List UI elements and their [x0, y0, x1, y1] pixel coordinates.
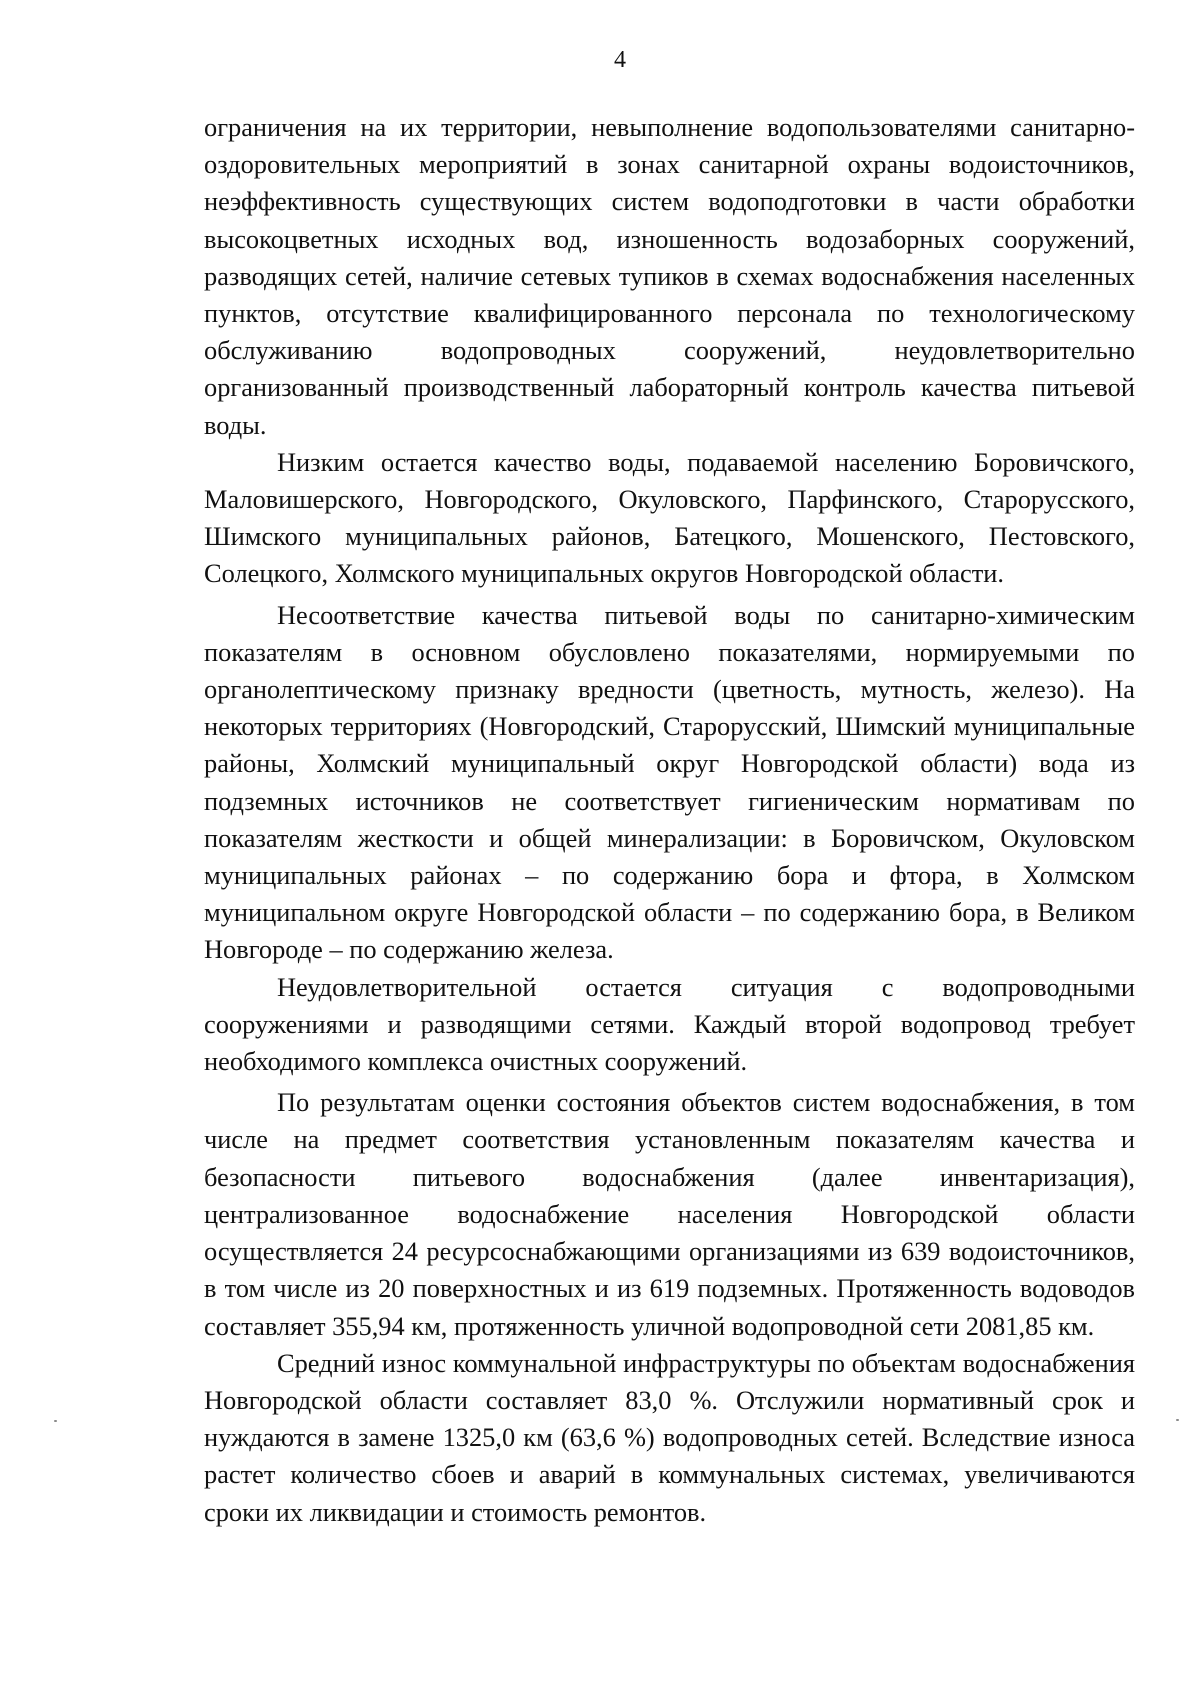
paragraph-inventory-results: По результатам оценки состояния объектов систем водоснабжения, в том числе на предмет соответствия установленным показателям качества и безопасности питьевого водоснабжения (далее инвентаризация), централизованное водоснабжение населения Новгородской области осуществляется 24 ресурсоснабжающими организациями из 639 водоисточников, в том числе из 20 поверхностных и из 619 подземных. Протяженность водоводов составляет 355,94 км, протяженность уличной водопроводной сети 2081,85 км. [204, 1087, 1135, 1341]
page-number: 4 [614, 47, 626, 73]
paragraph-water-facilities: Неудовлетворительной остается ситуация с водопроводными сооружениями и разводящими сетями. Каждый второй водопровод требует необходимого комплекса очистных сооружений. [204, 971, 1135, 1077]
paragraph-water-quality-districts: Низким остается качество воды, подаваемой населению Боровичского, Маловишерского, Новгородского, Окуловского, Парфинского, Старорусского, Шимского муниципальных районов, Батецкого, Мошенского, Пестовского, Солецкого, Холмского муниципальных округов Новгородской области. [204, 446, 1135, 589]
document-body [204, 109, 1135, 1531]
paragraph-chemical-indicators: Несоответствие качества питьевой воды по санитарно-химическим показателям в основном обусловлено показателями, нормируемыми по органолептическому признаку вредности (цветность, мутность, железо). На некоторых территориях (Новгородский, Старорусский, Шимский муниципальные районы, Холмский муниципальный округ Новгородской области) вода из подземных источников не соответствует гигиеническим нормативам по показателям жесткости и общей минерализации: в Боровичском, Окуловском муниципальных районах – по содержанию бора и фтора, в Холмском муниципальном округе Новгородской области – по содержанию бора, в Великом Новгороде – по содержанию железа. [204, 599, 1135, 965]
paragraph-infrastructure-wear: Средний износ коммунальной инфраструктуры по объектам водоснабжения Новгородской области составляет 83,0 %. Отслужили нормативный срок и нуждаются в замене 1325,0 км (63,6 %) водопроводных сетей. Вследствие износа растет количество сбоев и аварий в коммунальных системах, увеличиваются сроки их ликвидации и стоимость ремонтов. [204, 1347, 1135, 1527]
paragraph-continuation: ограничения на их территории, невыполнение водопользователями санитарно-оздоровительных мероприятий в зонах санитарной охраны водоисточников, неэффективность существующих систем водоподготовки в части обработки высокоцветных исходных вод, изношенность водозаборных сооружений, разводящих сетей, наличие сетевых тупиков в схемах водоснабжения населенных пунктов, отсутствие квалифицированного персонала по технологическому обслуживанию водопроводных сооружений, неудовлетворительно организованный производственный лабораторный контроль качества питьевой воды. [204, 112, 1135, 440]
scan-speck-right [1176, 1419, 1179, 1421]
scan-speck-left [54, 1420, 57, 1422]
